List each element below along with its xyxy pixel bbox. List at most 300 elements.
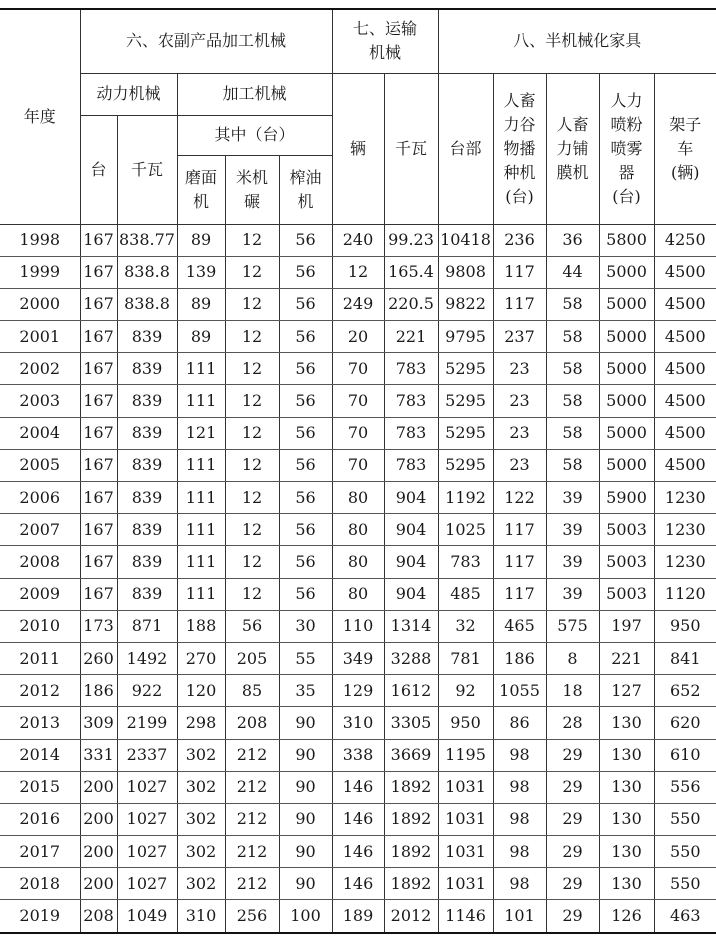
table-cell: 1031 bbox=[438, 771, 493, 803]
table-cell: 12 bbox=[225, 224, 279, 256]
table-cell: 4500 bbox=[654, 417, 716, 449]
table-cell: 167 bbox=[80, 417, 117, 449]
table-cell: 70 bbox=[332, 385, 384, 417]
table-cell: 98 bbox=[493, 868, 546, 900]
header-year: 年度 bbox=[0, 9, 80, 224]
table-cell: 212 bbox=[225, 739, 279, 771]
table-cell: 29 bbox=[546, 868, 599, 900]
table-cell: 270 bbox=[177, 642, 225, 674]
table-cell: 1049 bbox=[117, 900, 177, 933]
table-cell: 111 bbox=[177, 546, 225, 578]
table-cell: 783 bbox=[384, 385, 438, 417]
year-cell: 2009 bbox=[0, 578, 80, 610]
table-row bbox=[0, 900, 716, 933]
table-cell: 56 bbox=[279, 514, 332, 546]
table-cell: 839 bbox=[117, 385, 177, 417]
table-cell: 167 bbox=[80, 224, 117, 256]
table-cell: 839 bbox=[117, 417, 177, 449]
year-cell: 2012 bbox=[0, 675, 80, 707]
table-cell: 130 bbox=[599, 803, 654, 835]
table-cell: 4500 bbox=[654, 256, 716, 288]
table-cell: 302 bbox=[177, 803, 225, 835]
table-cell: 12 bbox=[225, 417, 279, 449]
table-row bbox=[0, 288, 716, 320]
table-cell: 70 bbox=[332, 449, 384, 481]
table-cell: 841 bbox=[654, 642, 716, 674]
table-cell: 197 bbox=[599, 610, 654, 642]
table-cell: 1025 bbox=[438, 514, 493, 546]
table-cell: 111 bbox=[177, 385, 225, 417]
header-oil-press: 榨油 机 bbox=[279, 155, 332, 224]
table-row bbox=[0, 385, 716, 417]
table-cell: 100 bbox=[279, 900, 332, 933]
table-cell: 620 bbox=[654, 707, 716, 739]
table-cell: 1027 bbox=[117, 771, 177, 803]
table-cell: 35 bbox=[279, 675, 332, 707]
table-body bbox=[0, 224, 716, 933]
table-cell: 5295 bbox=[438, 449, 493, 481]
table-cell: 58 bbox=[546, 353, 599, 385]
table-cell: 904 bbox=[384, 578, 438, 610]
table-cell: 36 bbox=[546, 224, 599, 256]
table-cell: 98 bbox=[493, 739, 546, 771]
year-cell: 2005 bbox=[0, 449, 80, 481]
table-cell: 3288 bbox=[384, 642, 438, 674]
table-cell: 122 bbox=[493, 482, 546, 514]
header-transport-kw: 千瓦 bbox=[384, 73, 438, 224]
table-cell: 2337 bbox=[117, 739, 177, 771]
table-cell: 556 bbox=[654, 771, 716, 803]
table-cell: 1314 bbox=[384, 610, 438, 642]
table-cell: 302 bbox=[177, 836, 225, 868]
table-cell: 212 bbox=[225, 771, 279, 803]
table-cell: 1031 bbox=[438, 868, 493, 900]
table-cell: 167 bbox=[80, 256, 117, 288]
year-cell: 2002 bbox=[0, 353, 80, 385]
table-cell: 29 bbox=[546, 739, 599, 771]
year-cell: 2014 bbox=[0, 739, 80, 771]
year-cell: 2004 bbox=[0, 417, 80, 449]
table-cell: 550 bbox=[654, 803, 716, 835]
year-cell: 2000 bbox=[0, 288, 80, 320]
table-cell: 8 bbox=[546, 642, 599, 674]
table-row bbox=[0, 610, 716, 642]
year-cell: 2001 bbox=[0, 321, 80, 353]
table-cell: 871 bbox=[117, 610, 177, 642]
table-cell: 1492 bbox=[117, 642, 177, 674]
table-cell: 23 bbox=[493, 353, 546, 385]
table-cell: 58 bbox=[546, 449, 599, 481]
table-cell: 2012 bbox=[384, 900, 438, 933]
table-cell: 1031 bbox=[438, 836, 493, 868]
table-cell: 9808 bbox=[438, 256, 493, 288]
table-cell: 1230 bbox=[654, 514, 716, 546]
table-cell: 127 bbox=[599, 675, 654, 707]
table-cell: 12 bbox=[225, 482, 279, 514]
table-cell: 1892 bbox=[384, 868, 438, 900]
table-cell: 1892 bbox=[384, 771, 438, 803]
table-cell: 56 bbox=[279, 417, 332, 449]
table-cell: 126 bbox=[599, 900, 654, 933]
table-cell: 5000 bbox=[599, 288, 654, 320]
table-cell: 839 bbox=[117, 353, 177, 385]
table-cell: 1230 bbox=[654, 482, 716, 514]
table-cell: 5000 bbox=[599, 353, 654, 385]
table-cell: 186 bbox=[80, 675, 117, 707]
table-cell: 236 bbox=[493, 224, 546, 256]
table-cell: 111 bbox=[177, 514, 225, 546]
year-cell: 2015 bbox=[0, 771, 80, 803]
table-cell: 130 bbox=[599, 868, 654, 900]
table-row bbox=[0, 546, 716, 578]
table-cell: 111 bbox=[177, 578, 225, 610]
header-among-units: 其中（台） bbox=[177, 115, 332, 155]
table-cell: 260 bbox=[80, 642, 117, 674]
table-cell: 10418 bbox=[438, 224, 493, 256]
table-cell: 1031 bbox=[438, 803, 493, 835]
table-cell: 240 bbox=[332, 224, 384, 256]
table-cell: 130 bbox=[599, 707, 654, 739]
table-cell: 12 bbox=[225, 385, 279, 417]
table-cell: 29 bbox=[546, 771, 599, 803]
table-cell: 86 bbox=[493, 707, 546, 739]
table-cell: 39 bbox=[546, 546, 599, 578]
table-cell: 1892 bbox=[384, 836, 438, 868]
header-cart: 架子 车 (辆) bbox=[654, 73, 716, 224]
table-cell: 950 bbox=[438, 707, 493, 739]
table-cell: 28 bbox=[546, 707, 599, 739]
table-cell: 101 bbox=[493, 900, 546, 933]
table-cell: 18 bbox=[546, 675, 599, 707]
table-cell: 4500 bbox=[654, 288, 716, 320]
table-cell: 23 bbox=[493, 385, 546, 417]
table-cell: 56 bbox=[279, 385, 332, 417]
table-cell: 839 bbox=[117, 546, 177, 578]
table-row bbox=[0, 224, 716, 256]
table-cell: 39 bbox=[546, 578, 599, 610]
table-cell: 111 bbox=[177, 449, 225, 481]
table-cell: 838.8 bbox=[117, 256, 177, 288]
table-cell: 58 bbox=[546, 417, 599, 449]
table-cell: 485 bbox=[438, 578, 493, 610]
table-cell: 838.77 bbox=[117, 224, 177, 256]
table-cell: 1027 bbox=[117, 868, 177, 900]
table-cell: 121 bbox=[177, 417, 225, 449]
table-cell: 130 bbox=[599, 836, 654, 868]
table-row bbox=[0, 256, 716, 288]
table-cell: 23 bbox=[493, 449, 546, 481]
table-cell: 237 bbox=[493, 321, 546, 353]
table-cell: 90 bbox=[279, 771, 332, 803]
table-cell: 652 bbox=[654, 675, 716, 707]
header-power-kw: 千瓦 bbox=[117, 115, 177, 224]
table-cell: 839 bbox=[117, 321, 177, 353]
table-cell: 90 bbox=[279, 803, 332, 835]
table-cell: 80 bbox=[332, 514, 384, 546]
table-row bbox=[0, 417, 716, 449]
table-cell: 56 bbox=[279, 224, 332, 256]
table-cell: 39 bbox=[546, 514, 599, 546]
table-cell: 56 bbox=[279, 449, 332, 481]
table-cell: 5003 bbox=[599, 514, 654, 546]
table-cell: 200 bbox=[80, 803, 117, 835]
table-cell: 117 bbox=[493, 546, 546, 578]
table-cell: 111 bbox=[177, 482, 225, 514]
table-cell: 9822 bbox=[438, 288, 493, 320]
table-cell: 30 bbox=[279, 610, 332, 642]
table-cell: 781 bbox=[438, 642, 493, 674]
table-row bbox=[0, 514, 716, 546]
table-cell: 167 bbox=[80, 353, 117, 385]
table-cell: 146 bbox=[332, 803, 384, 835]
table-cell: 12 bbox=[225, 578, 279, 610]
table-cell: 5295 bbox=[438, 417, 493, 449]
table-cell: 110 bbox=[332, 610, 384, 642]
year-cell: 1998 bbox=[0, 224, 80, 256]
table-cell: 58 bbox=[546, 321, 599, 353]
table-cell: 5000 bbox=[599, 417, 654, 449]
table-cell: 839 bbox=[117, 578, 177, 610]
table-cell: 5003 bbox=[599, 578, 654, 610]
table-cell: 117 bbox=[493, 256, 546, 288]
table-cell: 550 bbox=[654, 836, 716, 868]
table-cell: 1892 bbox=[384, 803, 438, 835]
table-cell: 80 bbox=[332, 482, 384, 514]
table-cell: 331 bbox=[80, 739, 117, 771]
table-cell: 310 bbox=[177, 900, 225, 933]
table-cell: 130 bbox=[599, 771, 654, 803]
table-cell: 32 bbox=[438, 610, 493, 642]
table-cell: 167 bbox=[80, 482, 117, 514]
table-cell: 220.5 bbox=[384, 288, 438, 320]
table-cell: 117 bbox=[493, 514, 546, 546]
year-cell: 2017 bbox=[0, 836, 80, 868]
table-cell: 575 bbox=[546, 610, 599, 642]
table-row bbox=[0, 836, 716, 868]
table-cell: 90 bbox=[279, 707, 332, 739]
header-seeder: 人畜 力谷 物播 种机 (台) bbox=[493, 73, 546, 224]
table-cell: 12 bbox=[332, 256, 384, 288]
table-cell: 783 bbox=[384, 417, 438, 449]
table-row bbox=[0, 482, 716, 514]
table-row bbox=[0, 321, 716, 353]
header-sprayer: 人力 喷粉 喷雾 器 (台) bbox=[599, 73, 654, 224]
table-cell: 610 bbox=[654, 739, 716, 771]
table-cell: 173 bbox=[80, 610, 117, 642]
table-cell: 186 bbox=[493, 642, 546, 674]
header-rice-mill: 米机 碾 bbox=[225, 155, 279, 224]
table-cell: 465 bbox=[493, 610, 546, 642]
header-power-machinery: 动力机械 bbox=[80, 73, 177, 115]
table-cell: 23 bbox=[493, 417, 546, 449]
header-flour-mill: 磨面 机 bbox=[177, 155, 225, 224]
year-cell: 2007 bbox=[0, 514, 80, 546]
table-cell: 146 bbox=[332, 771, 384, 803]
table-cell: 29 bbox=[546, 803, 599, 835]
table-cell: 120 bbox=[177, 675, 225, 707]
table-row bbox=[0, 739, 716, 771]
header-group-semi-mechanized-tools: 八、半机械化家具 bbox=[438, 9, 716, 73]
table-cell: 212 bbox=[225, 836, 279, 868]
table-cell: 12 bbox=[225, 353, 279, 385]
table-cell: 85 bbox=[225, 675, 279, 707]
table-cell: 205 bbox=[225, 642, 279, 674]
table-cell: 167 bbox=[80, 514, 117, 546]
table-cell: 117 bbox=[493, 288, 546, 320]
table-cell: 167 bbox=[80, 321, 117, 353]
table-cell: 212 bbox=[225, 803, 279, 835]
table-cell: 4500 bbox=[654, 321, 716, 353]
table-cell: 463 bbox=[654, 900, 716, 933]
table-cell: 89 bbox=[177, 288, 225, 320]
table-cell: 208 bbox=[80, 900, 117, 933]
table-cell: 5800 bbox=[599, 224, 654, 256]
table-cell: 783 bbox=[384, 449, 438, 481]
table-cell: 839 bbox=[117, 514, 177, 546]
table-cell: 904 bbox=[384, 514, 438, 546]
table-cell: 12 bbox=[225, 321, 279, 353]
year-cell: 2013 bbox=[0, 707, 80, 739]
table-cell: 20 bbox=[332, 321, 384, 353]
table-cell: 298 bbox=[177, 707, 225, 739]
table-row bbox=[0, 353, 716, 385]
statistics-table bbox=[0, 8, 716, 934]
table-cell: 208 bbox=[225, 707, 279, 739]
table-cell: 839 bbox=[117, 449, 177, 481]
table-cell: 167 bbox=[80, 546, 117, 578]
table-cell: 167 bbox=[80, 385, 117, 417]
table-cell: 904 bbox=[384, 482, 438, 514]
table-cell: 80 bbox=[332, 578, 384, 610]
table-cell: 904 bbox=[384, 546, 438, 578]
table-row bbox=[0, 449, 716, 481]
table-cell: 212 bbox=[225, 868, 279, 900]
year-cell: 2016 bbox=[0, 803, 80, 835]
table-cell: 5000 bbox=[599, 385, 654, 417]
table-cell: 80 bbox=[332, 546, 384, 578]
table-cell: 309 bbox=[80, 707, 117, 739]
header-processing-machinery: 加工机械 bbox=[177, 73, 332, 115]
table-cell: 1192 bbox=[438, 482, 493, 514]
table-cell: 4500 bbox=[654, 385, 716, 417]
table-cell: 349 bbox=[332, 642, 384, 674]
table-cell: 256 bbox=[225, 900, 279, 933]
year-cell: 2018 bbox=[0, 868, 80, 900]
table-cell: 29 bbox=[546, 836, 599, 868]
table-row bbox=[0, 675, 716, 707]
table-cell: 165.4 bbox=[384, 256, 438, 288]
table-cell: 200 bbox=[80, 868, 117, 900]
header-group-processing-machinery: 六、农副产品加工机械 bbox=[80, 9, 332, 73]
table-cell: 5900 bbox=[599, 482, 654, 514]
table-cell: 111 bbox=[177, 353, 225, 385]
table-cell: 188 bbox=[177, 610, 225, 642]
table-cell: 9795 bbox=[438, 321, 493, 353]
table-cell: 838.8 bbox=[117, 288, 177, 320]
table-cell: 117 bbox=[493, 578, 546, 610]
table-cell: 12 bbox=[225, 449, 279, 481]
table-cell: 221 bbox=[384, 321, 438, 353]
table-cell: 39 bbox=[546, 482, 599, 514]
table-cell: 1230 bbox=[654, 546, 716, 578]
table-cell: 29 bbox=[546, 900, 599, 933]
table-cell: 200 bbox=[80, 771, 117, 803]
table-cell: 3669 bbox=[384, 739, 438, 771]
table-cell: 302 bbox=[177, 868, 225, 900]
table-cell: 90 bbox=[279, 836, 332, 868]
table-cell: 3305 bbox=[384, 707, 438, 739]
table-cell: 146 bbox=[332, 868, 384, 900]
table-cell: 302 bbox=[177, 771, 225, 803]
header-vehicle-count: 辆 bbox=[332, 73, 384, 224]
table-cell: 12 bbox=[225, 256, 279, 288]
table-cell: 550 bbox=[654, 868, 716, 900]
table-header bbox=[0, 9, 716, 224]
year-cell: 1999 bbox=[0, 256, 80, 288]
table-cell: 783 bbox=[384, 353, 438, 385]
table-cell: 56 bbox=[279, 482, 332, 514]
table-cell: 4250 bbox=[654, 224, 716, 256]
table-row bbox=[0, 707, 716, 739]
table-cell: 5000 bbox=[599, 256, 654, 288]
year-cell: 2010 bbox=[0, 610, 80, 642]
table-cell: 56 bbox=[225, 610, 279, 642]
table-cell: 783 bbox=[438, 546, 493, 578]
table-cell: 167 bbox=[80, 449, 117, 481]
year-cell: 2003 bbox=[0, 385, 80, 417]
table-row bbox=[0, 578, 716, 610]
table-cell: 58 bbox=[546, 288, 599, 320]
table-row bbox=[0, 803, 716, 835]
table-cell: 90 bbox=[279, 868, 332, 900]
table-cell: 99.23 bbox=[384, 224, 438, 256]
table-row bbox=[0, 771, 716, 803]
header-power-units: 台 bbox=[80, 115, 117, 224]
table-cell: 310 bbox=[332, 707, 384, 739]
header-group-transport-machinery: 七、运输 机械 bbox=[332, 9, 438, 73]
table-cell: 1055 bbox=[493, 675, 546, 707]
table-cell: 5000 bbox=[599, 449, 654, 481]
table-cell: 189 bbox=[332, 900, 384, 933]
table-cell: 5295 bbox=[438, 385, 493, 417]
table-cell: 98 bbox=[493, 771, 546, 803]
table-cell: 130 bbox=[599, 739, 654, 771]
table-cell: 58 bbox=[546, 385, 599, 417]
year-cell: 2006 bbox=[0, 482, 80, 514]
table-cell: 1146 bbox=[438, 900, 493, 933]
table-cell: 89 bbox=[177, 224, 225, 256]
table-cell: 139 bbox=[177, 256, 225, 288]
table-cell: 12 bbox=[225, 288, 279, 320]
table-cell: 12 bbox=[225, 546, 279, 578]
table-cell: 1120 bbox=[654, 578, 716, 610]
table-cell: 4500 bbox=[654, 449, 716, 481]
table-cell: 5003 bbox=[599, 546, 654, 578]
table-cell: 5295 bbox=[438, 353, 493, 385]
table-cell: 89 bbox=[177, 321, 225, 353]
table-cell: 98 bbox=[493, 836, 546, 868]
table-cell: 338 bbox=[332, 739, 384, 771]
table-cell: 98 bbox=[493, 803, 546, 835]
header-taibu: 台部 bbox=[438, 73, 493, 224]
table-cell: 221 bbox=[599, 642, 654, 674]
table-cell: 1195 bbox=[438, 739, 493, 771]
table-cell: 56 bbox=[279, 578, 332, 610]
year-cell: 2011 bbox=[0, 642, 80, 674]
table-cell: 44 bbox=[546, 256, 599, 288]
table-cell: 950 bbox=[654, 610, 716, 642]
table-cell: 56 bbox=[279, 353, 332, 385]
